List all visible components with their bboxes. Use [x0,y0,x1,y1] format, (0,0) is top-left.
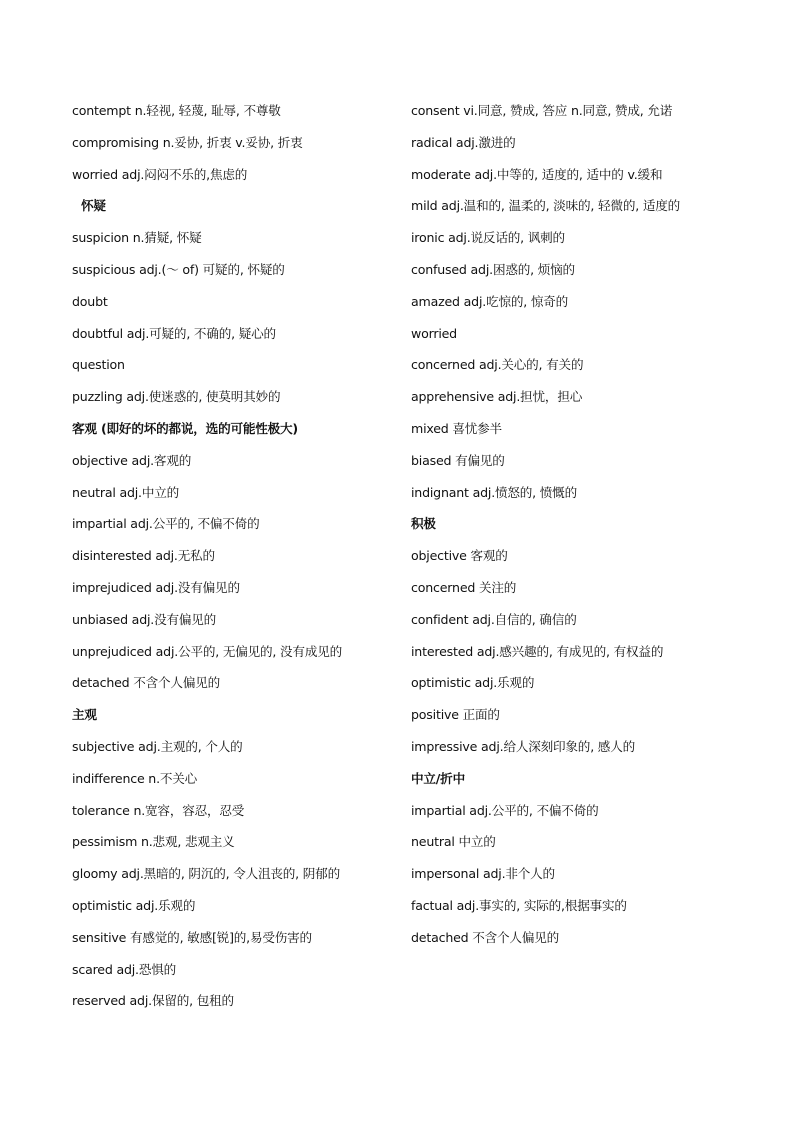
vocabulary-entry: impersonal adj.非个人的 [411,866,555,882]
vocabulary-entry: compromising n.妥协, 折衷 v.妥协, 折衷 [72,134,303,150]
vocabulary-entry: neutral adj.中立的 [72,484,180,500]
vocabulary-entry: indifference n.不关心 [72,770,198,786]
vocabulary-entry: impartial adj.公平的, 不偏不倚的 [72,516,260,532]
right-vocabulary-column [411,100,781,959]
vocabulary-entry: neutral 中立的 [411,834,496,850]
vocabulary-entry: sensitive 有感觉的, 敏感[锐]的,易受伤害的 [72,929,312,945]
vocabulary-entry: positive 正面的 [411,707,500,723]
vocabulary-entry: subjective adj.主观的, 个人的 [72,738,243,754]
section-heading: 客观 (即好的坏的都说，选的可能性极大) [72,420,298,436]
vocabulary-entry: impressive adj.给人深刻印象的, 感人的 [411,738,635,754]
vocabulary-entry: unprejudiced adj.公平的, 无偏见的, 没有成见的 [72,643,343,659]
vocabulary-entry: imprejudiced adj.没有偏见的 [72,579,240,595]
section-heading: 中立/折中 [411,770,465,786]
vocabulary-entry: detached 不含个人偏见的 [72,675,221,691]
vocabulary-entry: optimistic adj.乐观的 [72,897,196,913]
vocabulary-entry: optimistic adj.乐观的 [411,675,535,691]
vocabulary-entry: reserved adj.保留的, 包租的 [72,993,234,1009]
vocabulary-entry: worried adj.闷闷不乐的,焦虑的 [72,166,248,182]
vocabulary-entry: puzzling adj.使迷惑的, 使莫明其妙的 [72,389,281,405]
vocabulary-entry: mixed 喜忧参半 [411,420,502,436]
vocabulary-entry: confident adj.自信的, 确信的 [411,611,577,627]
vocabulary-entry: unbiased adj.没有偏见的 [72,611,217,627]
section-heading: 积极 [411,516,436,532]
vocabulary-entry: indignant adj.愤怒的, 愤慨的 [411,484,577,500]
vocabulary-entry: detached 不含个人偏见的 [411,929,560,945]
vocabulary-entry: confused adj.困惑的, 烦恼的 [411,261,575,277]
section-heading: 怀疑 [81,198,106,214]
left-vocabulary-column [72,100,402,1022]
section-heading: 主观 [72,707,97,723]
vocabulary-entry: ironic adj.说反话的, 讽刺的 [411,230,565,246]
vocabulary-entry: disinterested adj.无私的 [72,548,215,564]
vocabulary-entry: doubtful adj.可疑的, 不确的, 疑心的 [72,325,276,341]
vocabulary-entry: apprehensive adj.担忧，担心 [411,389,583,405]
vocabulary-entry: doubt [72,293,108,309]
vocabulary-entry: objective 客观的 [411,548,508,564]
vocabulary-entry: concerned adj.关心的, 有关的 [411,357,584,373]
vocabulary-entry: suspicion n.猜疑, 怀疑 [72,230,202,246]
vocabulary-entry: interested adj.感兴趣的, 有成见的, 有权益的 [411,643,664,659]
vocabulary-entry: mild adj.温和的, 温柔的, 淡味的, 轻微的, 适度的 [411,198,681,214]
vocabulary-entry: radical adj.激进的 [411,134,516,150]
vocabulary-entry: impartial adj.公平的, 不偏不倚的 [411,802,599,818]
vocabulary-entry: objective adj.客观的 [72,452,192,468]
vocabulary-entry: pessimism n.悲观, 悲观主义 [72,834,235,850]
vocabulary-entry: factual adj.事实的, 实际的,根据事实的 [411,897,627,913]
vocabulary-entry: suspicious adj.(～ of) 可疑的, 怀疑的 [72,261,285,277]
vocabulary-entry: biased 有偏见的 [411,452,505,468]
vocabulary-entry: tolerance n.宽容，容忍，忍受 [72,802,245,818]
vocabulary-entry: amazed adj.吃惊的, 惊奇的 [411,293,569,309]
vocabulary-entry: question [72,357,125,373]
vocabulary-entry: scared adj.恐惧的 [72,961,177,977]
vocabulary-entry: contempt n.轻视, 轻蔑, 耻辱, 不尊敬 [72,103,281,118]
vocabulary-entry: gloomy adj.黑暗的, 阴沉的, 令人沮丧的, 阴郁的 [72,866,340,882]
vocabulary-entry: consent vi.同意, 赞成, 答应 n.同意, 赞成, 允诺 [411,103,673,118]
vocabulary-entry: worried [411,325,457,341]
vocabulary-entry: concerned 关注的 [411,579,517,595]
vocabulary-entry: moderate adj.中等的, 适度的, 适中的 v.缓和 [411,166,663,182]
